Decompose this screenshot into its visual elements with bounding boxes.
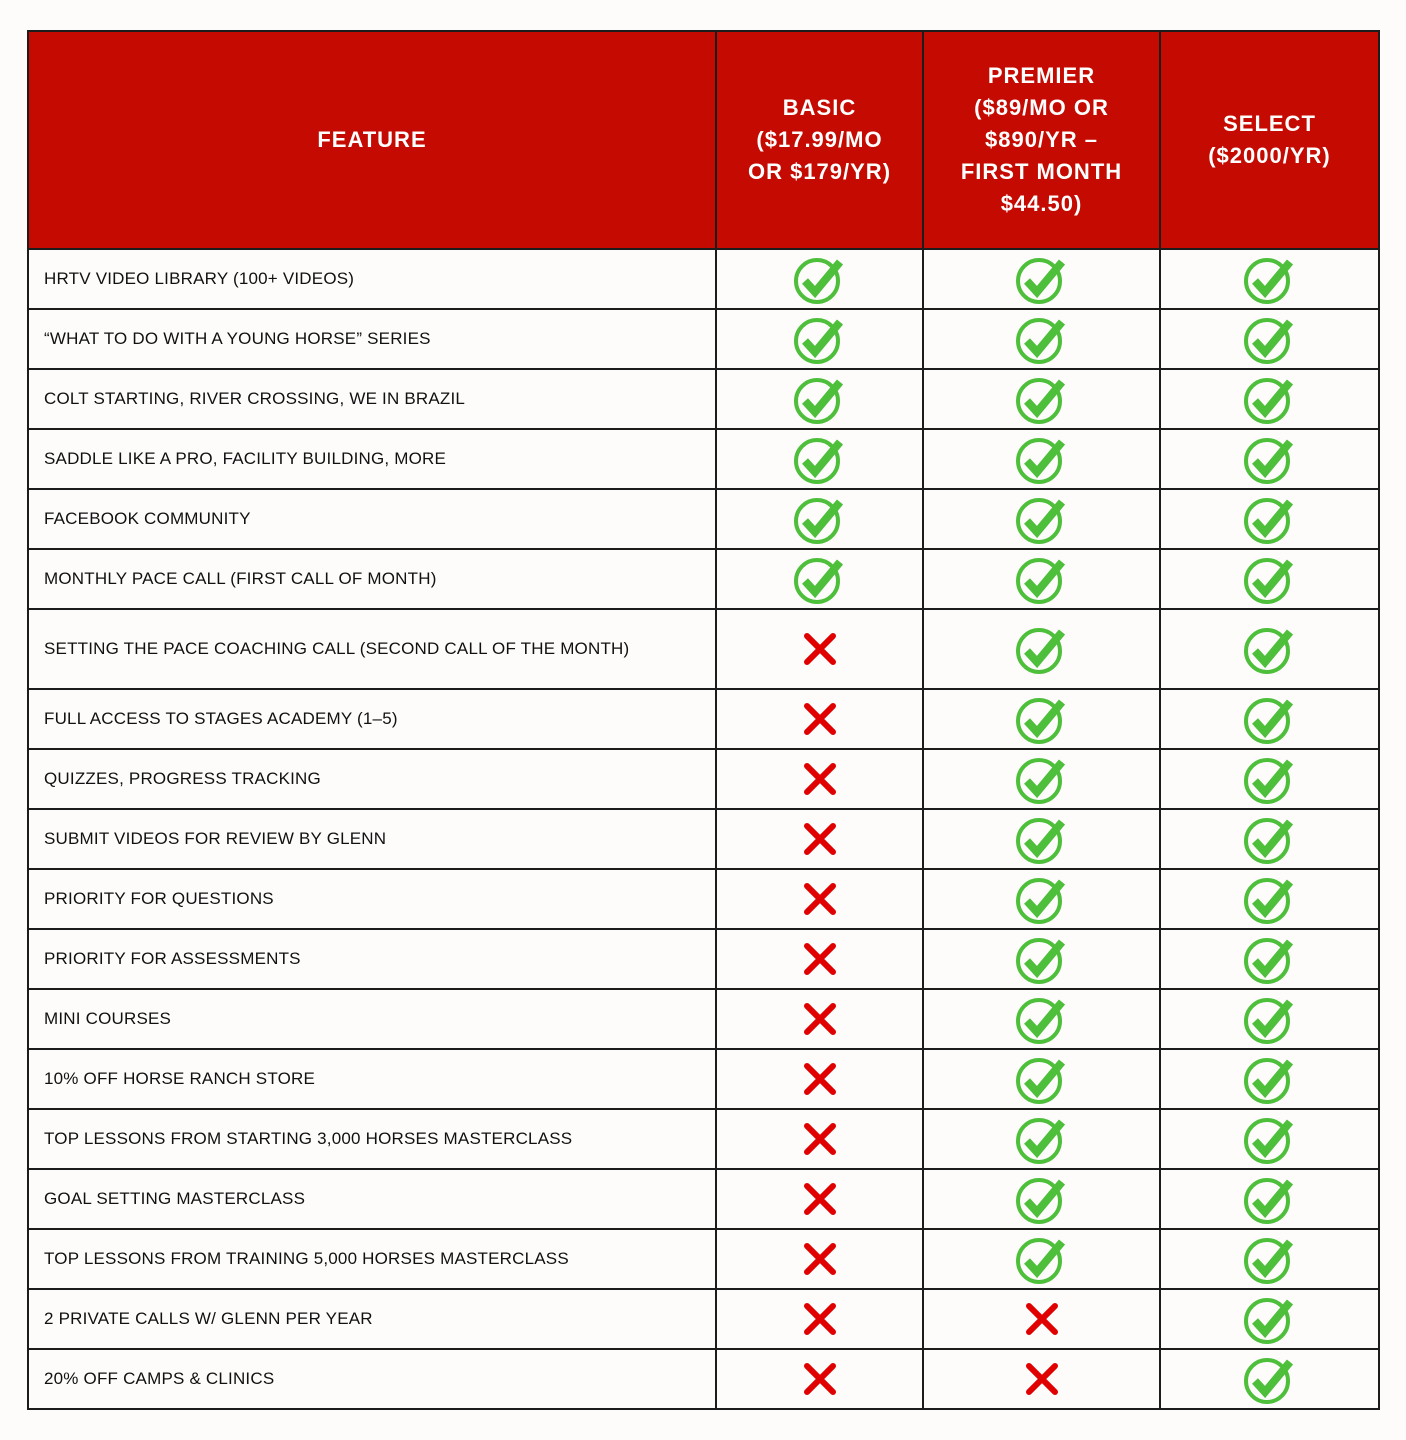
table-row — [28, 749, 1379, 809]
basic-cell — [716, 1289, 923, 1349]
check-icon — [1014, 814, 1070, 864]
premier-cell — [923, 869, 1160, 929]
check-icon — [1014, 694, 1070, 744]
select-cell — [1160, 689, 1379, 749]
basic-cell — [716, 249, 923, 309]
check-icon — [1242, 874, 1298, 924]
header-basic-line: ($17.99/MO — [756, 127, 883, 152]
header-feature-label: FEATURE — [317, 127, 427, 152]
feature-label: FULL ACCESS TO STAGES ACADEMY (1–5) — [28, 689, 716, 749]
table-row — [28, 609, 1379, 689]
check-icon — [792, 434, 848, 484]
cross-icon — [792, 1114, 848, 1164]
basic-cell — [716, 489, 923, 549]
cross-icon — [792, 1054, 848, 1104]
check-icon — [1014, 254, 1070, 304]
table-row — [28, 989, 1379, 1049]
select-cell — [1160, 309, 1379, 369]
check-icon — [1014, 994, 1070, 1044]
check-icon — [1014, 1114, 1070, 1164]
header-premier — [923, 31, 1160, 249]
premier-cell — [923, 1049, 1160, 1109]
cross-icon — [792, 624, 848, 674]
cross-icon — [792, 994, 848, 1044]
check-icon — [1014, 1234, 1070, 1284]
check-icon — [1242, 624, 1298, 674]
header-row — [28, 31, 1379, 249]
feature-label: PRIORITY FOR ASSESSMENTS — [28, 929, 716, 989]
table-row — [28, 1109, 1379, 1169]
select-cell — [1160, 749, 1379, 809]
premier-cell — [923, 749, 1160, 809]
table-row — [28, 369, 1379, 429]
check-icon — [1242, 1354, 1298, 1404]
basic-cell — [716, 929, 923, 989]
check-icon — [1242, 1114, 1298, 1164]
feature-label: GOAL SETTING MASTERCLASS — [28, 1169, 716, 1229]
table-row — [28, 549, 1379, 609]
basic-cell — [716, 369, 923, 429]
cross-icon — [792, 934, 848, 984]
check-icon — [792, 554, 848, 604]
header-basic-line: OR $179/YR) — [747, 159, 892, 184]
premier-cell — [923, 1109, 1160, 1169]
feature-label: TOP LESSONS FROM TRAINING 5,000 HORSES MASTERCLASS — [28, 1229, 716, 1289]
check-icon — [1242, 254, 1298, 304]
premier-cell — [923, 989, 1160, 1049]
basic-cell — [716, 1109, 923, 1169]
check-icon — [792, 314, 848, 364]
check-icon — [792, 374, 848, 424]
header-select — [1160, 31, 1379, 249]
check-icon — [1242, 1294, 1298, 1344]
feature-label: COLT STARTING, RIVER CROSSING, WE IN BRAZIL — [28, 369, 716, 429]
table-row — [28, 309, 1379, 369]
check-icon — [1014, 314, 1070, 364]
feature-label: “WHAT TO DO WITH A YOUNG HORSE” SERIES — [28, 309, 716, 369]
feature-label: SADDLE LIKE A PRO, FACILITY BUILDING, MORE — [28, 429, 716, 489]
premier-cell — [923, 429, 1160, 489]
pricing-comparison-table — [27, 30, 1380, 1410]
premier-cell — [923, 249, 1160, 309]
table-row — [28, 1349, 1379, 1409]
table-row — [28, 929, 1379, 989]
check-icon — [1014, 494, 1070, 544]
check-icon — [1242, 554, 1298, 604]
basic-cell — [716, 869, 923, 929]
feature-label: SUBMIT VIDEOS FOR REVIEW BY GLENN — [28, 809, 716, 869]
check-icon — [1242, 754, 1298, 804]
basic-cell — [716, 549, 923, 609]
check-icon — [1242, 994, 1298, 1044]
premier-cell — [923, 369, 1160, 429]
feature-label: 20% OFF CAMPS & CLINICS — [28, 1349, 716, 1409]
cross-icon — [792, 1174, 848, 1224]
check-icon — [1242, 1054, 1298, 1104]
premier-cell — [923, 609, 1160, 689]
check-icon — [1014, 554, 1070, 604]
basic-cell — [716, 749, 923, 809]
check-icon — [792, 254, 848, 304]
table-row — [28, 489, 1379, 549]
basic-cell — [716, 809, 923, 869]
select-cell — [1160, 429, 1379, 489]
table-row — [28, 429, 1379, 489]
feature-label: HRTV VIDEO LIBRARY (100+ VIDEOS) — [28, 249, 716, 309]
select-cell — [1160, 1049, 1379, 1109]
header-basic-line: BASIC — [782, 95, 857, 120]
premier-cell — [923, 689, 1160, 749]
check-icon — [1242, 314, 1298, 364]
feature-label: MINI COURSES — [28, 989, 716, 1049]
table-row — [28, 1049, 1379, 1109]
cross-icon — [1014, 1294, 1070, 1344]
feature-label: QUIZZES, PROGRESS TRACKING — [28, 749, 716, 809]
check-icon — [1242, 694, 1298, 744]
check-icon — [1242, 434, 1298, 484]
premier-cell — [923, 489, 1160, 549]
select-cell — [1160, 369, 1379, 429]
premier-cell — [923, 549, 1160, 609]
cross-icon — [792, 1354, 848, 1404]
header-premier-line: PREMIER — [987, 63, 1096, 88]
select-cell — [1160, 869, 1379, 929]
select-cell — [1160, 1169, 1379, 1229]
select-cell — [1160, 1289, 1379, 1349]
header-basic — [716, 31, 923, 249]
basic-cell — [716, 429, 923, 489]
feature-label: 2 PRIVATE CALLS W/ GLENN PER YEAR — [28, 1289, 716, 1349]
basic-cell — [716, 689, 923, 749]
check-icon — [1242, 934, 1298, 984]
select-cell — [1160, 1109, 1379, 1169]
header-select-line: SELECT — [1223, 111, 1316, 136]
feature-label: SETTING THE PACE COACHING CALL (SECOND CALL OF THE MONTH) — [28, 609, 716, 689]
select-cell — [1160, 1229, 1379, 1289]
basic-cell — [716, 989, 923, 1049]
table-body — [28, 249, 1379, 1409]
feature-label: 10% OFF HORSE RANCH STORE — [28, 1049, 716, 1109]
select-cell — [1160, 549, 1379, 609]
feature-label: TOP LESSONS FROM STARTING 3,000 HORSES MASTERCLASS — [28, 1109, 716, 1169]
check-icon — [1242, 1174, 1298, 1224]
table-row — [28, 1169, 1379, 1229]
premier-cell — [923, 1289, 1160, 1349]
basic-cell — [716, 1349, 923, 1409]
check-icon — [1014, 374, 1070, 424]
check-icon — [1242, 374, 1298, 424]
feature-label: MONTHLY PACE CALL (FIRST CALL OF MONTH) — [28, 549, 716, 609]
select-cell — [1160, 1349, 1379, 1409]
check-icon — [1014, 934, 1070, 984]
table-row — [28, 689, 1379, 749]
select-cell — [1160, 989, 1379, 1049]
cross-icon — [792, 814, 848, 864]
cross-icon — [792, 754, 848, 804]
basic-cell — [716, 309, 923, 369]
check-icon — [792, 494, 848, 544]
table-row — [28, 249, 1379, 309]
check-icon — [1014, 624, 1070, 674]
header-select-line: ($2000/YR) — [1208, 143, 1331, 168]
feature-label: PRIORITY FOR QUESTIONS — [28, 869, 716, 929]
check-icon — [1014, 1174, 1070, 1224]
table-row — [28, 1289, 1379, 1349]
select-cell — [1160, 929, 1379, 989]
check-icon — [1014, 874, 1070, 924]
table-row — [28, 1229, 1379, 1289]
header-premier-line: ($89/MO OR — [974, 95, 1109, 120]
header-premier-line: $890/YR – — [985, 127, 1098, 152]
premier-cell — [923, 1169, 1160, 1229]
basic-cell — [716, 1049, 923, 1109]
check-icon — [1242, 1234, 1298, 1284]
premier-cell — [923, 809, 1160, 869]
cross-icon — [1014, 1354, 1070, 1404]
feature-label: FACEBOOK COMMUNITY — [28, 489, 716, 549]
check-icon — [1242, 494, 1298, 544]
check-icon — [1242, 814, 1298, 864]
cross-icon — [792, 874, 848, 924]
select-cell — [1160, 249, 1379, 309]
select-cell — [1160, 489, 1379, 549]
premier-cell — [923, 309, 1160, 369]
premier-cell — [923, 929, 1160, 989]
check-icon — [1014, 754, 1070, 804]
cross-icon — [792, 1234, 848, 1284]
basic-cell — [716, 1229, 923, 1289]
table-row — [28, 809, 1379, 869]
header-premier-line: $44.50) — [1000, 191, 1083, 216]
check-icon — [1014, 434, 1070, 484]
basic-cell — [716, 609, 923, 689]
premier-cell — [923, 1349, 1160, 1409]
cross-icon — [792, 1294, 848, 1344]
select-cell — [1160, 609, 1379, 689]
table-row — [28, 869, 1379, 929]
select-cell — [1160, 809, 1379, 869]
basic-cell — [716, 1169, 923, 1229]
header-premier-line: FIRST MONTH — [960, 159, 1123, 184]
premier-cell — [923, 1229, 1160, 1289]
cross-icon — [792, 694, 848, 744]
header-feature — [28, 31, 716, 249]
check-icon — [1014, 1054, 1070, 1104]
